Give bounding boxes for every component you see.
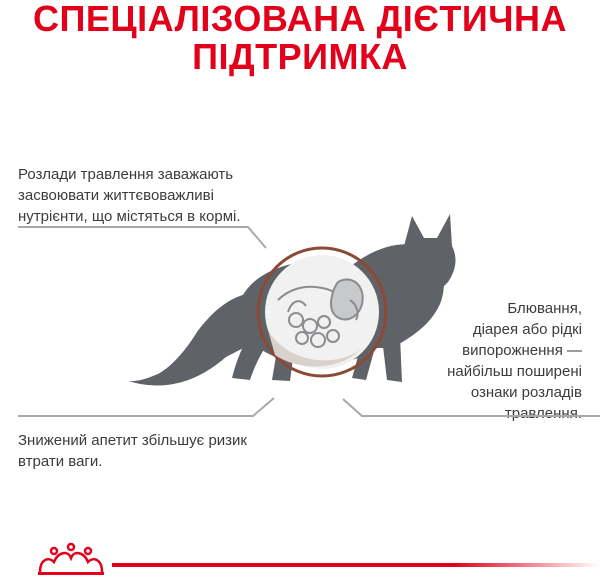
footer-red-line [112,563,600,567]
divider-bottom-left [18,398,274,416]
divider-top-left [18,227,266,248]
title-line-2: ПІДТРИМКА [192,36,408,77]
callout-text-line: Знижений апетит збільшує ризик [18,432,247,449]
callout-text-line: діарея або рідкі [472,321,582,338]
callout-text-line: Блювання, [507,300,582,317]
callout-text-line: нутрієнти, що містяться в кормі. [18,208,241,225]
title-line-1: СПЕЦІАЛІЗОВАНА ДІЄТИЧНА [32,0,568,39]
callout-text-line: ознаки розладів [470,384,582,401]
callout-text-line: засвоювати життєвоважливі [18,187,214,204]
callout-text-line: втрати ваги. [18,453,103,470]
callout-text-line: найбільш поширені [447,363,582,380]
callout-text-line: Розлади травлення заважають [18,166,234,183]
callout-text-line: випорожнення — [462,342,582,359]
callout-text-line: травлення. [504,405,582,422]
divider-right [343,399,600,416]
royal-canin-crown-logo [34,542,108,576]
